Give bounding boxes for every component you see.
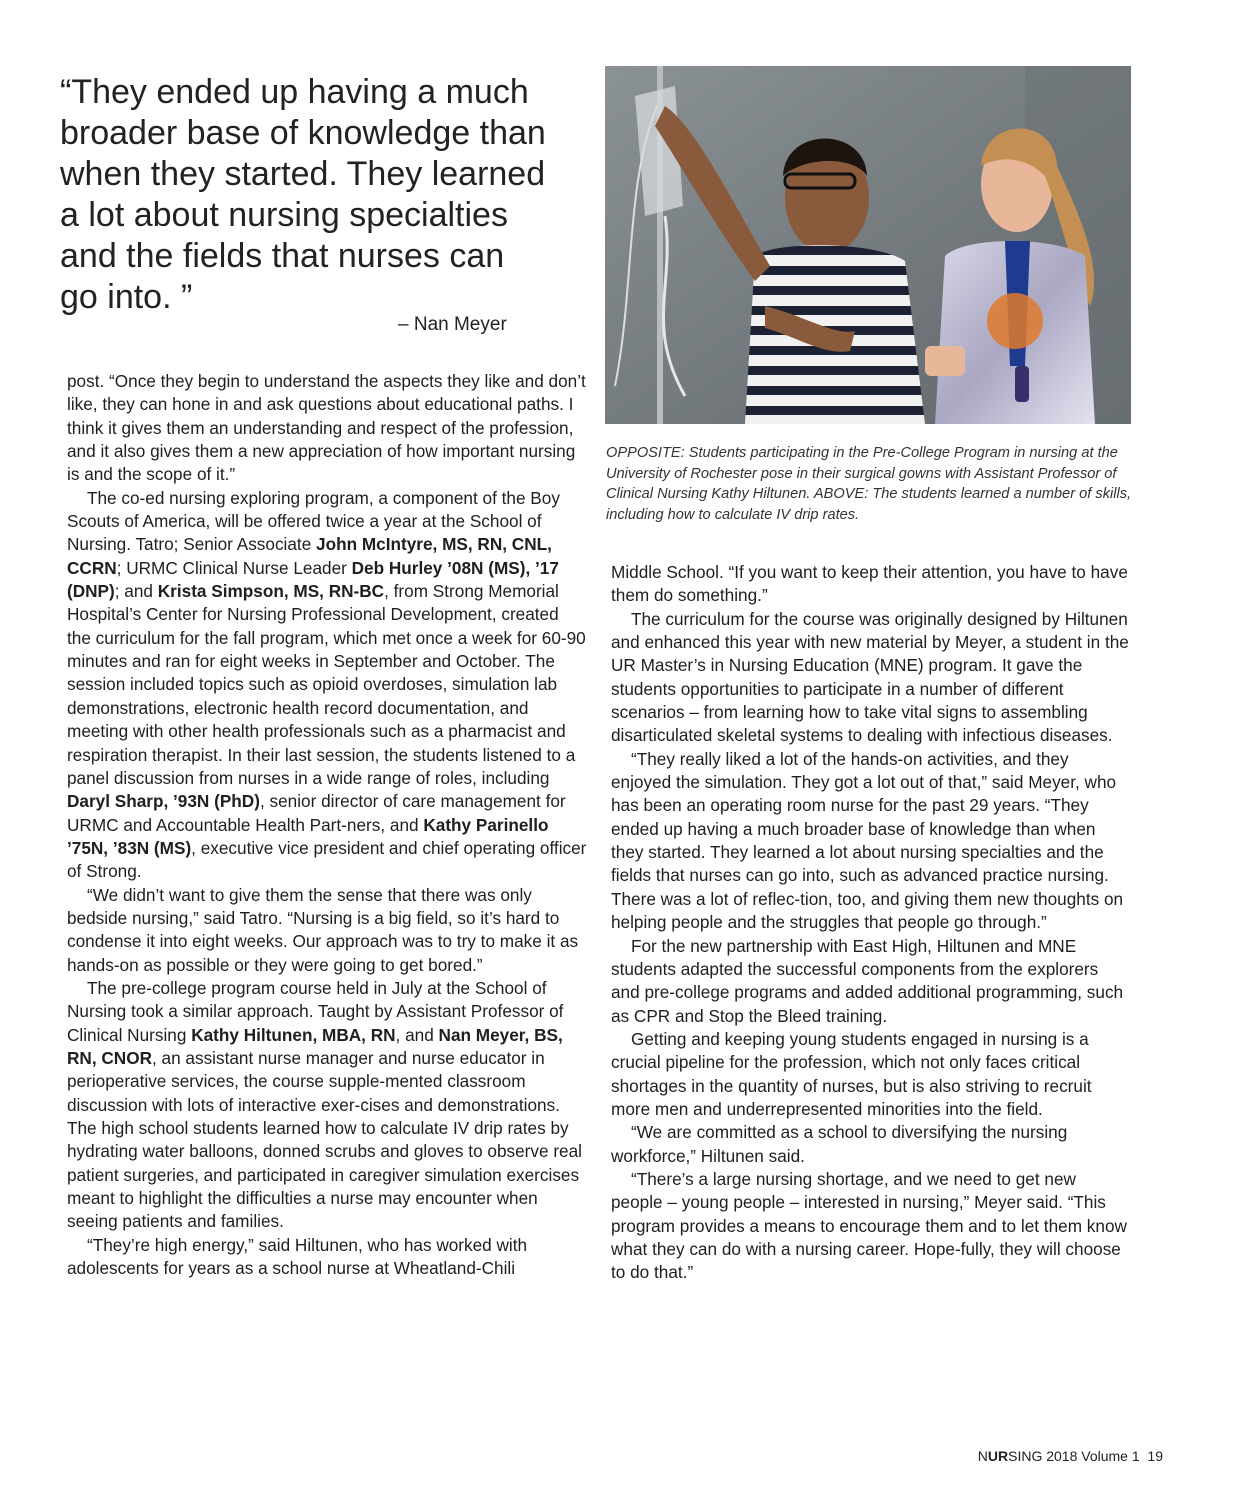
- bold-name: Krista Simpson, MS, RN-BC: [157, 581, 385, 602]
- paragraph: The co-ed nursing exploring program, a component of the Boy Scouts of America, will be offered twice a year at the School of Nursing. Tatro; Senior Associate John McIntyre, MS, RN, CNL, CCRN; URMC Clinical Nurse Leader Deb Hurley ’08N (MS), ’17 (DNP); and Krista Simpson, MS, RN-BC, from Strong Memorial Hospital’s Center for Nursing Professional Development, created the curriculum for the fall program, which met once a week for 60-90 minutes and ran for eight weeks in September and October. The session included topics such as opioid overdoses, simulation lab demonstrations, electronic health record documentation, and meeting with other health professionals such as a pharmacist and respiration therapist. In their last session, the students listened to a panel discussion from nurses in a wide range of roles, including Daryl Sharp, ’93N (PhD), senior director of care management for URMC and Accountable Health Part-ners, and Kathy Parinello ’75N, ’83N (MS), executive vice president and chief operating officer of Strong.: [67, 487, 587, 882]
- article-column-left: [67, 370, 587, 1280]
- paragraph: The pre-college program course held in July at the School of Nursing took a similar approach. Taught by Assistant Professor of Clinical Nursing Kathy Hiltunen, MBA, RN, and Nan Meyer, BS, RN, CNOR, an assistant nurse manager and nurse educator in perioperative services, the course supple-mented classroom discussion with lots of interactive exer-cises and demonstrations. The high school students learned how to calculate IV drip rates by hydrating water balloons, donned scrubs and gloves to observe real patient surgeries, and participated in caregiver simulation exercises meant to highlight the difficulties a nurse may encounter when seeing patients and families.: [67, 977, 582, 1232]
- pull-quote: “They ended up having a much broader base of knowledge than when they started. They learned a lot about nursing specialties and the fields that nurses can go into. ”: [60, 73, 546, 316]
- bold-name: John McIntyre, MS, RN, CNL, CCRN: [67, 534, 552, 578]
- paragraph: For the new partnership with East High, Hiltunen and MNE students adapted the successful components from the explorers and pre-college programs and added additional programming, such as CPR and Stop the Bleed training.: [611, 935, 1124, 1026]
- photo-caption: OPPOSITE: Students participating in the Pre-College Program in nursing at the University of Rochester pose in their surgical gowns with Assistant Professor of Clinical Nursing Kathy Hiltunen. ABOVE: The students learned a number of skills, including how to calculate IV drip rates.: [606, 445, 1132, 523]
- paragraph: “We are committed as a school to diversifying the nursing workforce,” Hiltunen said.: [611, 1122, 1068, 1166]
- bold-name: Nan Meyer, BS, RN, CNOR: [67, 1024, 563, 1068]
- page-footer: [978, 1448, 1163, 1464]
- bold-name: Daryl Sharp, ’93N (PhD): [67, 791, 260, 812]
- paragraph: post. “Once they begin to understand the aspects they like and don’t like, they can hone in and ask questions about educational paths. I think it gives them an understanding and respect of the profession, and it also gives them a new appreciation of how important nursing is and the scope of it.”: [67, 371, 586, 485]
- page-number: 19: [1147, 1448, 1163, 1464]
- paragraph: “We didn’t want to give them the sense that there was only bedside nursing,” said Tatro. “Nursing is a big field, so it’s hard to condense it into eight weeks. Our approach was to try to make it as hands-on as possible or they were going to get bored.”: [67, 884, 579, 975]
- article-column-right: [611, 561, 1131, 1285]
- paragraph: “They’re high energy,” said Hiltunen, who has worked with adolescents for years as a school nurse at Wheatland-Chili: [67, 1234, 528, 1279]
- paragraph: “There’s a large nursing shortage, and we need to get new people – young people – interested in nursing,” Meyer said. “This program provides a means to encourage them and to let them know what they can do with a nursing career. Hope-fully, they will choose to do that.”: [611, 1168, 1127, 1283]
- bold-name: Kathy Hiltunen, MBA, RN: [191, 1024, 396, 1045]
- footer-brand: NURSING 2018 Volume 1: [977, 1448, 1140, 1464]
- paragraph: “They really liked a lot of the hands-on activities, and they enjoyed the simulation. They got a lot out of that,” said Meyer, who has been an operating room nurse for the past 29 years. “They ended up having a much broader base of knowledge than when they started. They learned a lot about nursing specialties and the fields that nurses can go into, such as advanced practice nursing. There was a lot of reflec-tion, too, and giving them new thoughts on helping people and the struggles that people go through.”: [611, 748, 1124, 933]
- bold-name: Kathy Parinello ’75N, ’83N (MS): [67, 814, 549, 858]
- article-photo: [605, 66, 1131, 424]
- paragraph: Middle School. “If you want to keep their attention, you have to have them do something.”: [611, 562, 1128, 606]
- paragraph: The curriculum for the course was originally designed by Hiltunen and enhanced this year with new material by Meyer, a student in the UR Master’s in Nursing Education (MNE) program. It gave the students opportunities to participate in a number of different scenarios – from learning how to take vital signs to assembling disarticulated skeletal systems to dealing with infectious diseases.: [611, 608, 1129, 746]
- paragraph: Getting and keeping young students engaged in nursing is a crucial pipeline for the profession, which not only faces critical shortages in the quantity of nurses, but is also striving to recruit more men and underrepresented minorities into the field.: [611, 1028, 1092, 1119]
- photo-students-iv-bag-icon: [605, 66, 1131, 424]
- pull-quote-attribution: – Nan Meyer: [398, 314, 507, 335]
- bold-name: Deb Hurley ’08N (MS), ’17 (DNP): [67, 557, 559, 602]
